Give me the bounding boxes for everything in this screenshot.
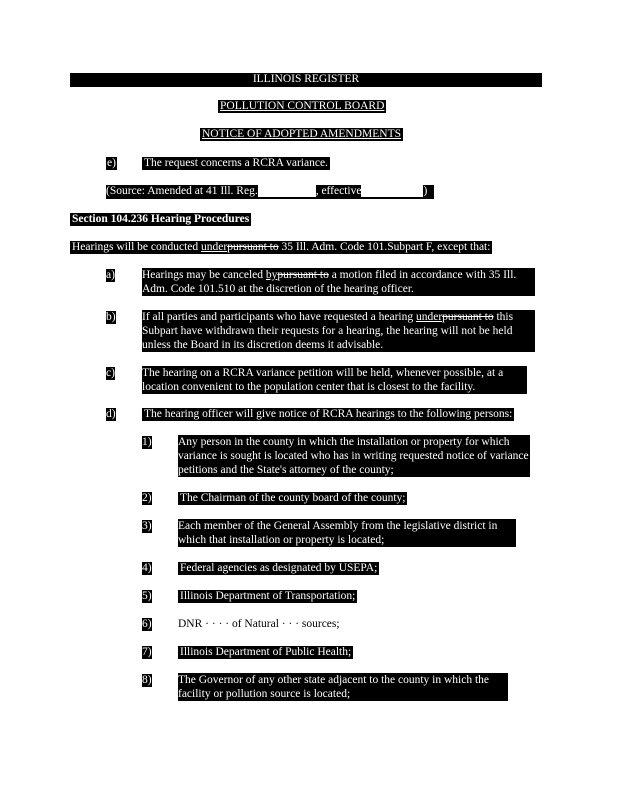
item-a-marker: a): [106, 269, 115, 281]
subitem-marker: 8): [142, 674, 152, 686]
item-c-marker: c): [106, 367, 115, 379]
section-title: Section 104.236 Hearing Procedures: [72, 213, 250, 225]
source-blank-reg: [258, 185, 316, 197]
source-note: (Source: Amended at 41 Ill. Reg. , effective ): [106, 185, 434, 199]
item-e-text: The request concerns a RCRA variance.: [144, 157, 328, 169]
item-c-text: The hearing on a RCRA variance petition will be held, whenever possible, at a location convenient to the population center that is closest to the facility.: [142, 366, 527, 394]
item-a-text: Hearings may be canceled bypursuant to a motion filed in accordance with 35 Ill. Adm. Code 101.510 at the discretion of the hearing officer.: [142, 268, 535, 296]
item-b-text: If all parties and participants who have requested a hearing underpursuant to this Subpart have withdrawn their requests for a hearing, the hearing will not be held unless the Board in its discretion deems it advisable.: [142, 310, 535, 352]
subitem-marker: 5): [142, 590, 152, 602]
subitem-marker: 7): [142, 646, 152, 658]
item-e-marker: e): [107, 157, 116, 169]
source-blank-date: [361, 185, 423, 197]
subitem-marker: 6): [142, 618, 152, 630]
subitem-marker: 1): [142, 436, 152, 448]
subitem-text: Federal agencies as designated by USEPA;: [180, 562, 378, 574]
subitem-text-faded: DNR · · · · of Natural · · · sources;: [178, 618, 340, 630]
subitem-text: Illinois Department of Transportation;: [180, 590, 356, 602]
subitem-text: The Governor of any other state adjacent to the county in which the facility or pollution source is located;: [178, 673, 508, 701]
subitem-text: Each member of the General Assembly from the legislative district in which that installation or property is located;: [178, 519, 516, 547]
register-header-bar: [70, 73, 542, 87]
item-d-text: The hearing officer will give notice of RCRA hearings to the following persons:: [144, 408, 513, 420]
subitem-marker: 3): [142, 520, 152, 532]
subitem-marker: 4): [142, 562, 152, 574]
subitem-text: Illinois Department of Public Health;: [180, 646, 352, 658]
item-d-marker: d): [106, 408, 116, 420]
subitem-text: Any person in the county in which the installation or property for which variance is sought is located who has in writing requested notice of variance petitions and the State's attorney of the county;: [178, 436, 529, 476]
register-title: ILLINOIS REGISTER: [252, 73, 360, 85]
item-b-marker: b): [106, 311, 116, 323]
subitem-marker: 2): [142, 492, 152, 504]
notice-title: NOTICE OF ADOPTED AMENDMENTS: [202, 128, 402, 140]
board-title: POLLUTION CONTROL BOARD: [220, 100, 385, 112]
intro-paragraph: Hearings will be conducted underpursuant to 35 Ill. Adm. Code 101.Subpart F, except that:: [72, 241, 491, 253]
subitem-text: The Chairman of the county board of the county;: [180, 492, 406, 504]
